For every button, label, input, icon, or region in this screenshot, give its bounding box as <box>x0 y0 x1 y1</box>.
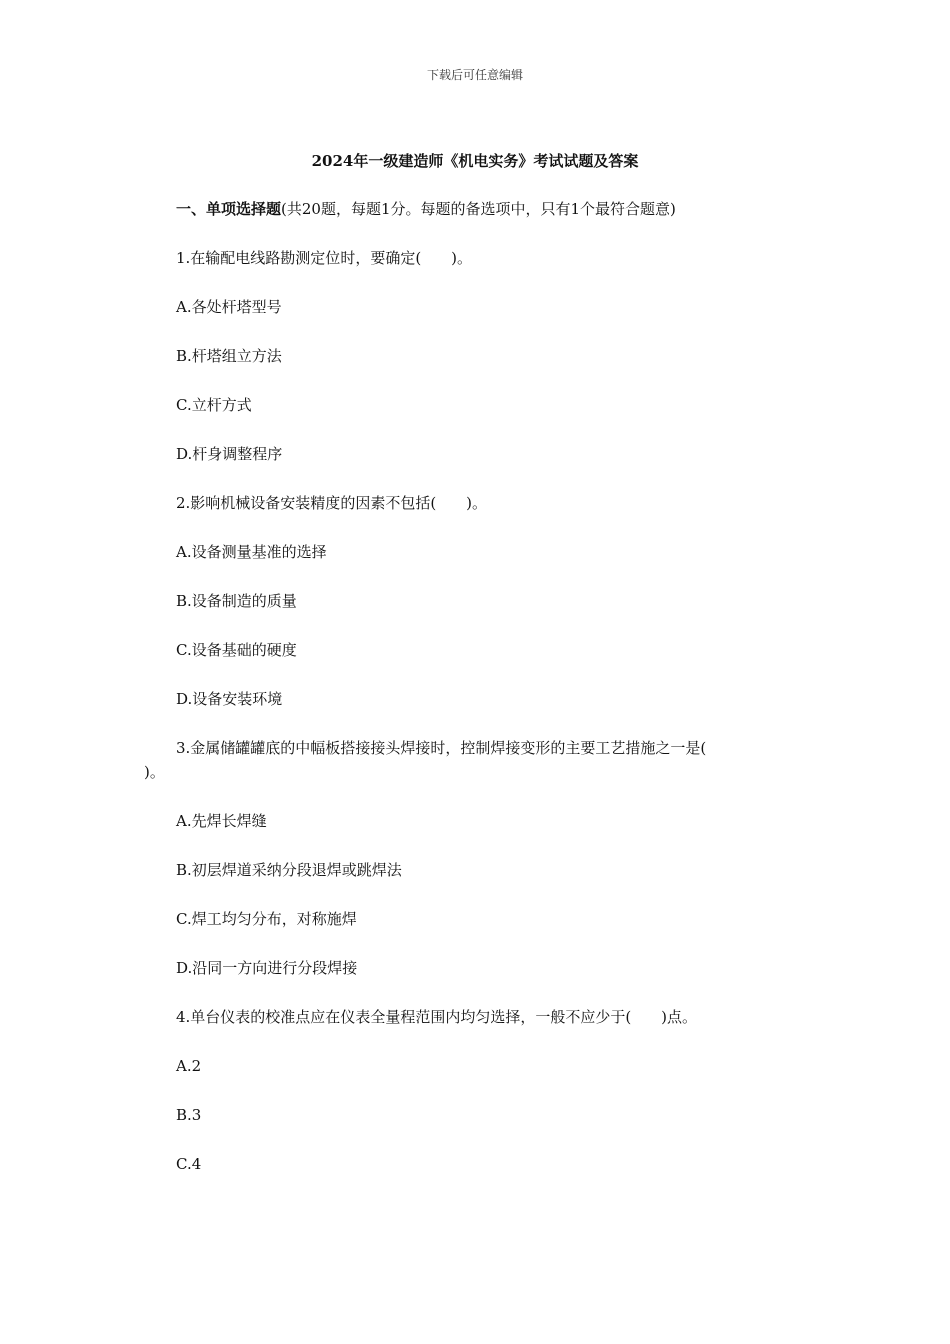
question-4-stem: 4.单台仪表的校准点应在仪表全量程范围内均匀选择，一般不应少于( )点。 <box>176 1008 698 1026</box>
section-heading-note: (共20题，每题1分。每题的备选项中，只有1个最符合题意) <box>281 200 676 218</box>
question-2-option-c: C.设备基础的硬度 <box>176 641 297 659</box>
question-3-option-c: C.焊工均匀分布，对称施焊 <box>176 910 357 928</box>
section-heading <box>176 199 676 219</box>
question-2-option-a: A.设备测量基准的选择 <box>176 543 327 561</box>
question-3-stem-continuation: )。 <box>144 763 165 781</box>
document-title: 2024年一级建造师《机电实务》考试试题及答案 <box>311 152 639 170</box>
question-1-option-b: B.杆塔组立方法 <box>176 347 282 365</box>
question-4-option-c: C.4 <box>176 1155 202 1173</box>
question-4-option-a: A.2 <box>176 1057 202 1075</box>
question-3-stem: 3.金属储罐罐底的中幅板搭接接头焊接时，控制焊接变形的主要工艺措施之一是( <box>176 739 707 757</box>
question-2-option-b: B.设备制造的质量 <box>176 592 297 610</box>
section-heading-label: 一、单项选择题 <box>176 200 282 218</box>
question-3-option-d: D.沿同一方向进行分段焊接 <box>176 959 358 977</box>
question-1-option-d: D.杆身调整程序 <box>176 445 283 463</box>
question-2-option-d: D.设备安装环境 <box>176 690 283 708</box>
question-3-option-b: B.初层焊道采纳分段退焊或跳焊法 <box>176 861 402 879</box>
question-2-stem: 2.影响机械设备安装精度的因素不包括( )。 <box>176 494 488 512</box>
question-4-option-b: B.3 <box>176 1106 202 1124</box>
question-1-option-c: C.立杆方式 <box>176 396 252 414</box>
question-3-option-a: A.先焊长焊缝 <box>176 812 267 830</box>
page-header-note: 下载后可任意编辑 <box>426 68 523 82</box>
question-1-stem: 1.在输配电线路勘测定位时，要确定( )。 <box>176 249 473 267</box>
question-1-option-a: A.各处杆塔型号 <box>176 298 282 316</box>
